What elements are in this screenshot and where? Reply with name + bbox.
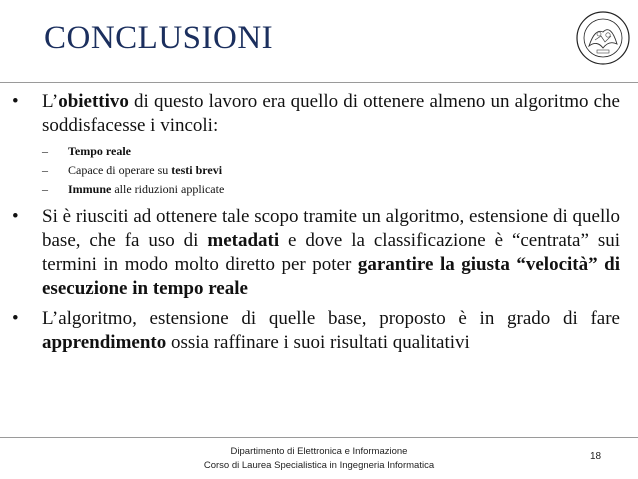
sub-item-text-bold: Immune — [68, 182, 112, 196]
slide-body — [10, 90, 620, 355]
sub-item-text-bold: testi brevi — [171, 163, 223, 177]
bullet-item — [10, 307, 620, 355]
sub-item-marker: – — [42, 144, 48, 158]
sub-item — [10, 142, 620, 161]
sub-item-text: alle riduzioni applicate — [111, 182, 225, 196]
politecnico-seal-icon — [575, 10, 631, 66]
bullet-item — [10, 90, 620, 138]
sub-item-marker: – — [42, 182, 48, 196]
bullet-item — [10, 205, 620, 301]
footer — [150, 445, 488, 473]
sub-item-text: Capace di operare su — [68, 163, 172, 177]
bullet-text: ossia raffinare i suoi risultati qualitativi — [166, 332, 470, 353]
bullet-marker: • — [12, 206, 19, 227]
footer-course: Corso di Laurea Specialistica in Ingegneria Informatica — [203, 460, 435, 471]
sub-item — [10, 180, 620, 199]
bullet-text: L’algoritmo, estensione di quelle base, proposto è in grado di fare — [42, 308, 620, 329]
bullet-marker: • — [12, 308, 19, 329]
footer-department: Dipartimento di Elettronica e Informazione — [230, 446, 408, 457]
top-divider — [0, 82, 638, 83]
slide-title: CONCLUSIONI — [44, 20, 274, 56]
bullet-text: di questo lavoro era quello di ottenere almeno un algoritmo che soddisfacesse i vincoli: — [42, 91, 620, 136]
bullet-text: e dove la classificazione è “centrata” sui termini in modo molto diretto per poter — [42, 230, 621, 275]
bullet-marker: • — [12, 91, 19, 112]
bullet-text-bold: apprendimento — [42, 332, 167, 353]
sub-item-marker: – — [42, 163, 48, 177]
page-number: 18 — [590, 451, 602, 462]
bullet-text: L’ — [42, 91, 59, 112]
sub-item — [10, 161, 620, 180]
bullet-text: Si è riusciti ad ottenere tale scopo tramite un algoritmo, estensione di quello base, che fa uso di — [42, 206, 620, 251]
bottom-divider — [0, 437, 638, 438]
bullet-text-bold: garantire la giusta “velocità” di esecuzione in tempo reale — [42, 254, 620, 299]
bullet-text-bold: obiettivo — [58, 91, 129, 112]
bullet-text-bold: metadati — [207, 230, 280, 251]
sub-item-text-bold: Tempo reale — [68, 144, 131, 158]
